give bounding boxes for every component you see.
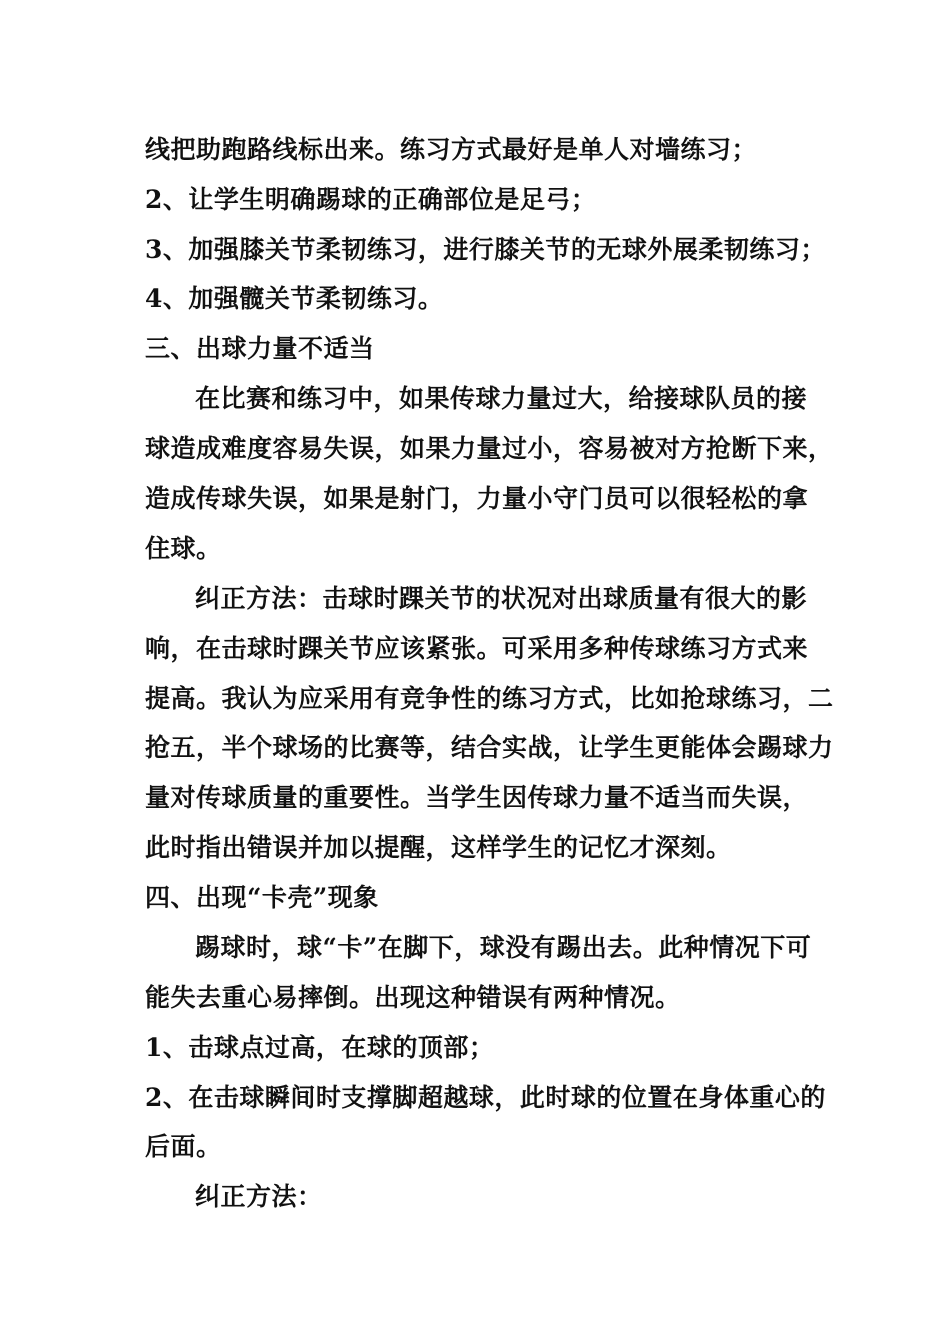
list-item-2: 2、在击球瞬间时支撑脚超越球，此时球的位置在身体重心的: [145, 1083, 826, 1112]
paragraph-line: 能失去重心易摔倒。出现这种错误有两种情况。: [145, 983, 681, 1012]
list-item-continuation: 后面。: [145, 1132, 222, 1161]
paragraph-line: 球造成难度容易失误，如果力量过小，容易被对方抢断下来，: [145, 434, 834, 463]
section-heading-3: 三、出球力量不适当: [145, 334, 375, 363]
paragraph-line: 此时指出错误并加以提醒，这样学生的记忆才深刻。: [145, 833, 732, 862]
paragraph-line: 量对传球质量的重要性。当学生因传球力量不适当而失误，: [145, 783, 809, 812]
correction-method-line: 纠正方法：击球时踝关节的状况对出球质量有很大的影: [195, 584, 808, 613]
paragraph-line: 响，在击球时踝关节应该紧张。可采用多种传球练习方式来: [145, 634, 809, 663]
list-item-4: 4、加强髋关节柔韧练习。: [145, 284, 444, 313]
paragraph-line: 在比赛和练习中，如果传球力量过大，给接球队员的接: [195, 384, 808, 413]
list-item-1: 1、击球点过高，在球的顶部；: [145, 1033, 495, 1062]
list-item-2: 2、让学生明确踢球的正确部位是足弓；: [145, 185, 597, 214]
paragraph-line: 踢球时，球“卡”在脚下，球没有踢出去。此种情况下可: [195, 933, 812, 962]
section-heading-4: 四、出现“卡壳”现象: [145, 883, 379, 912]
text-line-1: 线把助跑路线标出来。练习方式最好是单人对墙练习；: [145, 135, 758, 164]
paragraph-line: 抢五，半个球场的比赛等，结合实战，让学生更能体会踢球力: [145, 733, 834, 762]
paragraph-line: 住球。: [145, 534, 222, 563]
correction-method-line: 纠正方法：: [195, 1182, 323, 1211]
paragraph-line: 提高。我认为应采用有竞争性的练习方式，比如抢球练习，二: [145, 684, 834, 713]
paragraph-line: 造成传球失误，如果是射门，力量小守门员可以很轻松的拿: [145, 484, 809, 513]
list-item-3: 3、加强膝关节柔韧练习，进行膝关节的无球外展柔韧练习；: [145, 235, 826, 264]
